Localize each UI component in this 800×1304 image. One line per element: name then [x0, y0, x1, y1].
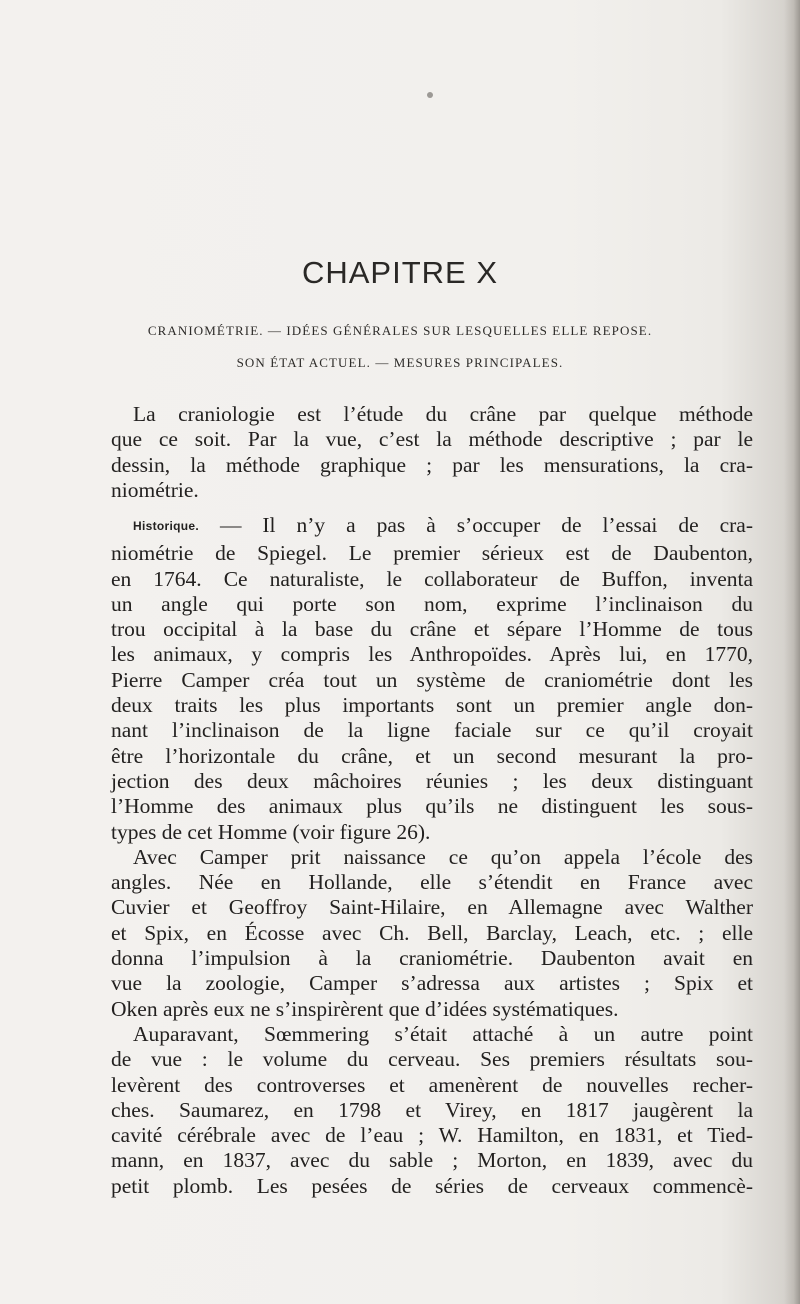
text-line: et Spix, en Écosse avec Ch. Bell, Barclay, Leach, etc. ; elle: [111, 920, 753, 945]
text-line: être l’horizontale du crâne, et un second mesurant la pro-: [111, 743, 753, 768]
text-line: cavité cérébrale avec de l’eau ; W. Hamilton, en 1831, et Tied-: [111, 1123, 753, 1148]
chapter-subtitle-line-2: SON ÉTAT ACTUEL. — MESURES PRINCIPALES.: [236, 355, 564, 370]
historique-section: [111, 513, 753, 1199]
page-edge-shadow: [784, 0, 800, 1304]
text-line: dessin, la méthode graphique ; par les mensurations, la cra-: [111, 452, 753, 477]
historique-first-line: [111, 513, 753, 541]
text-line: l’Homme des animaux plus qu’ils ne distinguent les sous-: [111, 794, 753, 819]
historique-first-line-text: — Il n’y a pas à s’occuper de l’essai de cra-: [198, 513, 753, 537]
text-line: La craniologie est l’étude du crâne par quelque méthode: [133, 402, 753, 426]
text-line: mann, en 1837, avec du sable ; Morton, en 1839, avec du: [111, 1148, 753, 1173]
historique-heading: Historique.: [133, 519, 199, 533]
chapter-subtitle-line-1: CRANIOMÉTRIE. — IDÉES GÉNÉRALES SUR LESQUELLES ELLE REPOSE.: [147, 323, 653, 338]
text-line: Pierre Camper créa tout un système de craniométrie dont les: [111, 667, 753, 692]
text-line: levèrent des controverses et amenèrent de nouvelles recher-: [111, 1072, 753, 1097]
text-line: Oken après eux ne s’inspirèrent que d’idées systématiques.: [111, 996, 619, 1021]
text-line: niométrie de Spiegel. Le premier sérieux est de Daubenton,: [111, 541, 753, 566]
text-line: vue la zoologie, Camper s’adressa aux artistes ; Spix et: [111, 971, 753, 996]
text-line: de vue : le volume du cerveau. Ses premiers résultats sou-: [111, 1047, 753, 1072]
text-line: angles. Née en Hollande, elle s’étendit en France avec: [111, 870, 753, 895]
print-speck: [427, 92, 433, 98]
text-line: types de cet Homme (voir figure 26).: [111, 819, 431, 844]
text-line: Cuvier et Geoffroy Saint-Hilaire, en Allemagne avec Walther: [111, 895, 753, 920]
text-line: un angle qui porte son nom, exprime l’inclinaison du: [111, 591, 753, 616]
text-line: Auparavant, Sœmmering s’était attaché à un autre point: [133, 1021, 753, 1046]
text-line: jection des deux mâchoires réunies ; les deux distinguant: [111, 768, 753, 793]
intro-paragraph: [111, 402, 753, 503]
text-line: ches. Saumarez, en 1798 et Virey, en 1817 jaugèrent la: [111, 1097, 753, 1122]
text-line: nant l’inclinaison de la ligne faciale sur ce qu’il croyait: [111, 718, 753, 743]
text-line: que ce soit. Par la vue, c’est la méthode descriptive ; par le: [111, 427, 753, 452]
text-line: petit plomb. Les pesées de séries de cerveaux commencè-: [111, 1173, 753, 1198]
text-line: en 1764. Ce naturaliste, le collaborateur de Buffon, inventa: [111, 566, 753, 591]
chapter-title: CHAPITRE X: [301, 255, 499, 290]
text-line: donna l’impulsion à la craniométrie. Daubenton avait en: [111, 946, 753, 971]
text-line: niométrie.: [111, 477, 199, 502]
text-line: deux traits les plus importants sont un premier angle don-: [111, 693, 753, 718]
text-line: Avec Camper prit naissance ce qu’on appela l’école des: [133, 844, 753, 869]
text-line: trou occipital à la base du crâne et sépare l’Homme de tous: [111, 617, 753, 642]
text-line: les animaux, y compris les Anthropoïdes. Après lui, en 1770,: [111, 642, 753, 667]
